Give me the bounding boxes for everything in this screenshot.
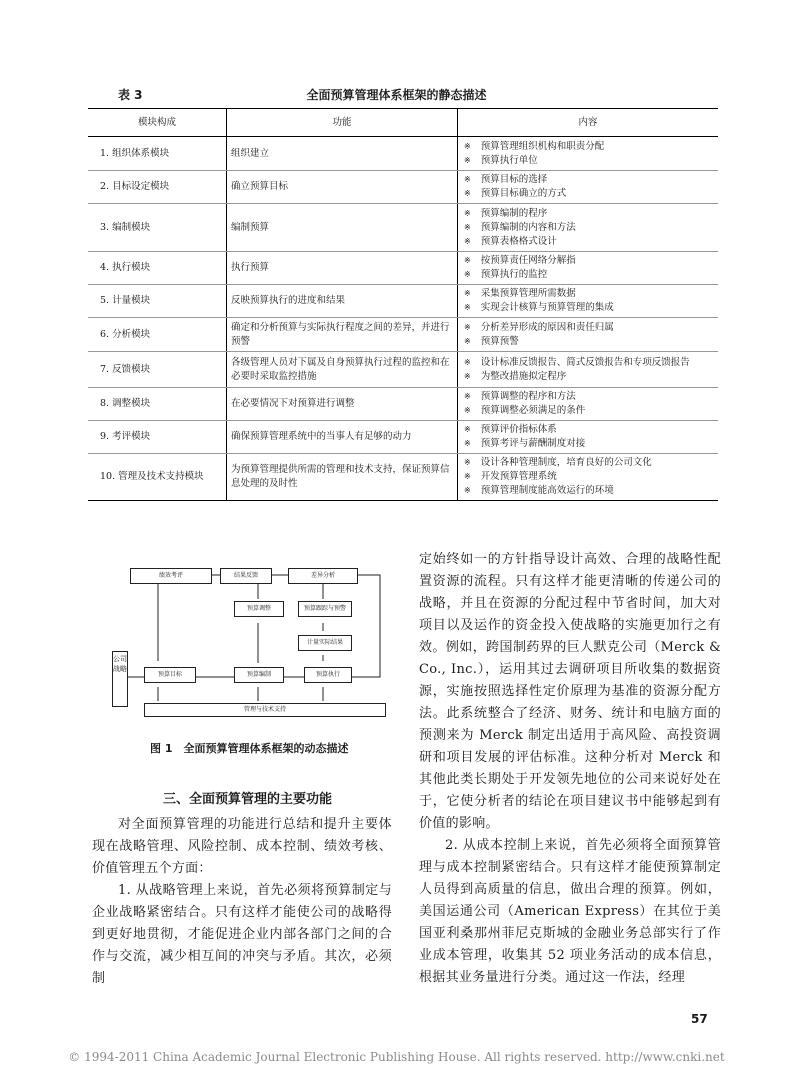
- box-result-feedback: 结果反馈: [220, 568, 272, 584]
- module-cell: 8. 调整模块: [88, 388, 227, 421]
- table-row: [88, 252, 718, 285]
- reference-mark-icon: ※: [464, 357, 471, 367]
- content-cell: [458, 171, 719, 204]
- reference-mark-icon: ※: [464, 222, 471, 232]
- function-cell: 反映预算执行的进度和结果: [227, 285, 458, 318]
- content-item: [464, 207, 714, 221]
- box-budget-adjustment: 预算调整: [234, 601, 284, 617]
- table-row: [88, 388, 718, 421]
- module-cell: 1. 组织体系模块: [88, 137, 227, 171]
- module-cell: 3. 编制模块: [88, 204, 227, 252]
- content-item: [464, 335, 714, 349]
- reference-mark-icon: ※: [464, 189, 471, 198]
- content-item-text: 预算编制的内容和方法: [480, 221, 576, 233]
- content-item-text: 预算管理制度能高效运行的环境: [480, 485, 614, 496]
- content-item-text: 预算表格格式设计: [480, 235, 557, 247]
- box-budget-preparation: 预算编制: [234, 667, 284, 683]
- content-item-text: 预算考评与薪酬制度对接: [480, 438, 586, 449]
- table-row: [88, 421, 718, 454]
- content-cell: [458, 204, 719, 252]
- copyright-footer: © 1994-2011 China Academic Journal Electronic Publishing House. All rights reserved. http://www.cnki.net: [68, 1050, 725, 1064]
- content-item: [464, 268, 714, 282]
- paragraph-cost-control: 2. 从成本控制上来说，首先必须将全面预算管理与成本控制紧密结合。只有这样才能使预算制定人员得到高质量的信息，做出合理的预算。例如，美国运通公司（American Express）在其位于美国亚利桑那州菲尼克斯城的金融业务总部实行了作业成本管理，收集其 52 项业务活动的成本信息，根据其业务量进行分类。通过这一作法，经理: [419, 838, 721, 985]
- content-item-text: 按预算责任网络分解指: [480, 255, 576, 266]
- reference-mark-icon: ※: [464, 472, 471, 481]
- content-item: [464, 484, 714, 498]
- reference-mark-icon: ※: [464, 289, 471, 298]
- content-item: [464, 456, 714, 470]
- content-item-text: 为整改措施拟定程序: [480, 370, 567, 382]
- content-item: [464, 154, 714, 168]
- content-item: [464, 187, 714, 201]
- box-budget-target: 预算目标: [144, 667, 196, 683]
- reference-mark-icon: ※: [464, 406, 471, 415]
- content-item: [464, 404, 714, 418]
- reference-mark-icon: ※: [464, 270, 471, 279]
- reference-mark-icon: ※: [464, 236, 471, 246]
- table-row: [88, 285, 718, 318]
- reference-mark-icon: ※: [464, 303, 471, 312]
- content-item: [464, 423, 714, 437]
- framework-table: [88, 108, 718, 501]
- function-cell: 编制预算: [227, 204, 458, 252]
- content-item: [464, 235, 714, 249]
- content-item: [464, 254, 714, 268]
- module-cell: 2. 目标设定模块: [88, 171, 227, 204]
- content-item: [464, 390, 714, 404]
- table-row: [88, 204, 718, 252]
- right-column: [419, 549, 721, 989]
- content-item-text: 预算编制的程序: [480, 207, 548, 219]
- box-company-strategy: 公司战略: [112, 651, 128, 707]
- module-cell: 5. 计量模块: [88, 285, 227, 318]
- function-cell: 组织建立: [227, 137, 458, 171]
- content-cell: [458, 454, 719, 501]
- content-item: [464, 287, 714, 301]
- function-cell: 各级管理人员对下属及自身预算执行过程的监控和在必要时采取监控措施: [227, 352, 458, 388]
- content-item: [464, 470, 714, 484]
- module-cell: 7. 反馈模块: [88, 352, 227, 388]
- content-item: [464, 370, 714, 384]
- box-performance-evaluation: 绩效考评: [130, 568, 212, 584]
- table-row: [88, 171, 718, 204]
- header-module: 模块构成: [88, 109, 227, 137]
- reference-mark-icon: ※: [464, 175, 471, 184]
- content-item-text: 预算管理组织机构和职责分配: [480, 140, 605, 152]
- reference-mark-icon: ※: [464, 322, 471, 332]
- content-item-text: 实现会计核算与预算管理的集成: [480, 302, 614, 313]
- function-cell: 执行预算: [227, 252, 458, 285]
- content-cell: [458, 252, 719, 285]
- function-cell: 确定和分析预算与实际执行程度之间的差异，并进行预警: [227, 318, 458, 352]
- reference-mark-icon: ※: [464, 425, 471, 434]
- table-row: [88, 454, 718, 501]
- content-item-text: 预算预警: [480, 335, 519, 347]
- content-item-text: 预算评价指标体系: [480, 424, 557, 435]
- content-cell: [458, 352, 719, 388]
- paragraph-strategy-cont: 定始终如一的方针指导设计高效、合理的战略性配置资源的流程。只有这样才能更清晰的传递公司的战略，并且在资源的分配过程中节省时间，加大对项目以及运作的资金投入使战略的实施更加行之有效。例如，跨国制药界的巨人默克公司（Merck & Co., Inc.），运用其过去调研项目所收集的数据资源，实施按照选择性定价原理为基准的资源分配方法。此系统整合了经济、财务、统计和电脑方面的预测来为 Merck 制定出适用于高风险、高投资调研和项目发展的评估标准。这种分析对 Merck 和其他此类长期处于开发领先地位的公司来说好处在于，它使分析者的结论在项目建议书中能够起到有价值的影响。: [419, 552, 721, 831]
- content-cell: [458, 421, 719, 454]
- reference-mark-icon: ※: [464, 256, 471, 265]
- box-management-support: 管理与技术支持: [144, 703, 386, 717]
- content-item: [464, 301, 714, 315]
- content-item-text: 预算执行单位: [480, 154, 538, 166]
- content-item: [464, 321, 714, 335]
- left-column: [92, 814, 392, 990]
- table-header-row: [88, 109, 718, 137]
- content-item-text: 预算调整必须满足的条件: [480, 405, 586, 416]
- function-cell: 为预算管理提供所需的管理和技术支持，保证预算信息处理的及时性: [227, 454, 458, 501]
- reference-mark-icon: ※: [464, 155, 471, 165]
- content-item-text: 设计各种管理制度，培育良好的公司文化: [480, 457, 652, 468]
- table-row: [88, 137, 718, 171]
- content-item: [464, 356, 714, 370]
- box-budget-execution: 预算执行: [304, 667, 352, 683]
- reference-mark-icon: ※: [464, 371, 471, 381]
- reference-mark-icon: ※: [464, 486, 471, 495]
- content-item-text: 采集预算管理所需数据: [480, 288, 576, 299]
- function-cell: 确立预算目标: [227, 171, 458, 204]
- diagram-connectors: [108, 563, 396, 723]
- header-function: 功能: [227, 109, 458, 137]
- page-number: 57: [691, 1012, 708, 1026]
- table-title: 全面预算管理体系框架的静态描述: [306, 88, 487, 102]
- function-cell: 确保预算管理系统中的当事人有足够的动力: [227, 421, 458, 454]
- module-cell: 6. 分析模块: [88, 318, 227, 352]
- reference-mark-icon: ※: [464, 141, 471, 151]
- reference-mark-icon: ※: [464, 392, 471, 401]
- reference-mark-icon: ※: [464, 458, 471, 467]
- module-cell: 9. 考评模块: [88, 421, 227, 454]
- function-cell: 在必要情况下对预算进行调整: [227, 388, 458, 421]
- header-content: 内容: [458, 109, 719, 137]
- content-cell: [458, 285, 719, 318]
- content-item: [464, 173, 714, 187]
- content-item-text: 设计标准反馈报告、简式反馈报告和专项反馈报告: [480, 356, 690, 368]
- figure-caption: 图 1 全面预算管理体系框架的动态描述: [150, 742, 349, 755]
- reference-mark-icon: ※: [464, 336, 471, 346]
- section-title: 三、全面预算管理的主要功能: [163, 792, 333, 807]
- reference-mark-icon: ※: [464, 439, 471, 448]
- box-tracking-warning: 预算跟踪与预警: [298, 601, 352, 617]
- content-cell: [458, 137, 719, 171]
- box-measure-results: 计量实际结果: [298, 635, 352, 651]
- dynamic-framework-diagram: [108, 563, 396, 723]
- table-row: [88, 352, 718, 388]
- content-item-text: 预算调整的程序和方法: [480, 391, 576, 402]
- content-item-text: 预算目标确立的方式: [480, 188, 567, 199]
- content-item-text: 预算目标的选择: [480, 174, 548, 185]
- module-cell: 4. 执行模块: [88, 252, 227, 285]
- content-item: [464, 221, 714, 235]
- reference-mark-icon: ※: [464, 208, 471, 218]
- content-cell: [458, 318, 719, 352]
- box-variance-analysis: 差异分析: [288, 568, 358, 584]
- paragraph-strategy: 1. 从战略管理上来说，首先必须将预算制定与企业战略紧密结合。只有这样才能使公司的战略得到更好地贯彻，才能促进企业内部各部门之间的合作与交流，减少相互间的冲突与矛盾。其次，必须制: [92, 883, 392, 986]
- content-item-text: 分析差异形成的原因和责任归属: [480, 321, 614, 333]
- paragraph-intro: 对全面预算管理的功能进行总结和提升主要体现在战略管理、风险控制、成本控制、绩效考核、价值管理五个方面：: [92, 817, 392, 876]
- table-label: 表 3: [118, 88, 143, 102]
- content-item: [464, 140, 714, 154]
- content-item-text: 开发预算管理系统: [480, 471, 557, 482]
- module-cell: 10. 管理及技术支持模块: [88, 454, 227, 501]
- content-item: [464, 437, 714, 451]
- content-cell: [458, 388, 719, 421]
- content-item-text: 预算执行的监控: [480, 269, 548, 280]
- table-row: [88, 318, 718, 352]
